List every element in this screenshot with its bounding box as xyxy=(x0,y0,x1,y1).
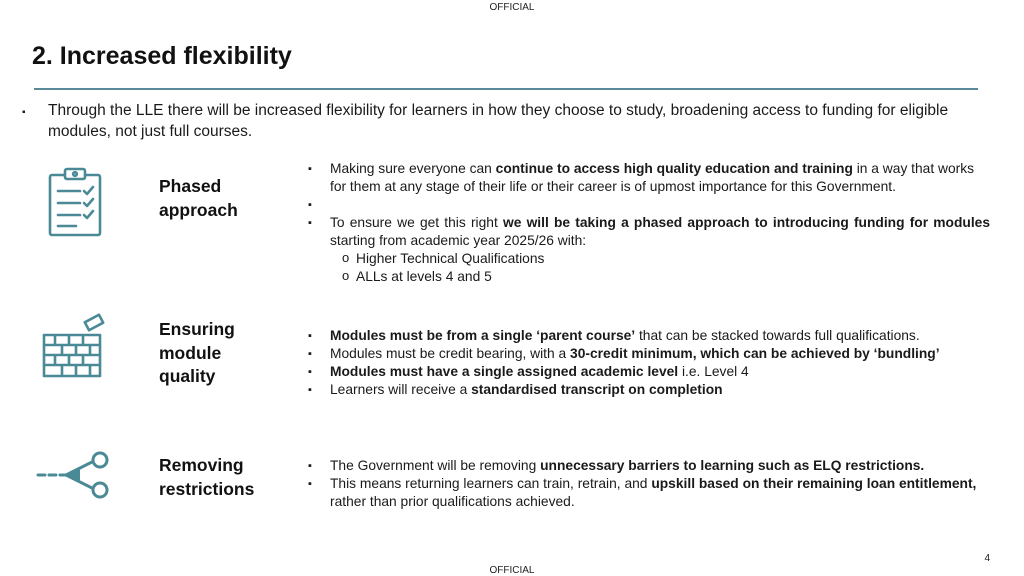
intro-bullet xyxy=(22,100,982,140)
section-heading-ensuring-module-quality: Ensuring module quality xyxy=(159,319,235,386)
section-heading-phased-approach: Phased approach xyxy=(159,176,238,220)
spacer xyxy=(306,196,990,214)
phased-approach-bullets xyxy=(306,160,990,286)
removing-restrictions-bullets xyxy=(306,457,986,511)
list-item: ▪ This means returning learners can train, retrain, and upskill based on their remaining loan entitlement, rather than prior qualifications achieved. xyxy=(306,475,986,511)
official-marking-top: OFFICIAL xyxy=(489,2,535,13)
list-item: ▪ Modules must be credit bearing, with a 30-credit minimum, which can be achieved by ‘bundling’ xyxy=(306,345,1006,363)
list-item: ▪ Modules must have a single assigned academic level i.e. Level 4 xyxy=(306,363,1006,381)
official-marking-bottom: OFFICIAL xyxy=(489,565,535,576)
section-heading-removing-restrictions: Removing restrictions xyxy=(159,455,255,499)
list-item: ▪ The Government will be removing unnecessary barriers to learning such as ELQ restrictions. xyxy=(306,457,986,475)
list-item: ▪ Modules must be from a single ‘parent course’ that can be stacked towards full qualifications. xyxy=(306,327,1006,345)
title-divider xyxy=(34,88,978,90)
sub-list xyxy=(330,250,990,286)
module-quality-bullets xyxy=(306,327,1006,399)
brick-wall-icon xyxy=(36,313,116,393)
clipboard-checklist-icon xyxy=(36,163,116,243)
page-title: 2. Increased flexibility xyxy=(32,42,292,70)
sub-list-item: o Higher Technical Qualifications xyxy=(330,250,990,268)
list-item: ▪ To ensure we get this right we will be taking a phased approach to introducing funding for modules starting from academic year 2025/26 with: o Higher Technical Qualifications o ALLs at levels 4 and 5 xyxy=(306,214,990,286)
bullet-marker: ▪ xyxy=(22,107,26,118)
sub-list-item: o ALLs at levels 4 and 5 xyxy=(330,268,990,286)
scissors-icon xyxy=(36,436,116,516)
intro-text: Through the LLE there will be increased flexibility for learners in how they choose to study, broadening access to funding for eligible modules, not just full courses. xyxy=(48,102,949,140)
list-item: ▪ Making sure everyone can continue to access high quality education and training in a way that works for them at any stage of their life or their career is of upmost importance for this Government. xyxy=(306,160,990,196)
page-number: 4 xyxy=(984,553,990,564)
list-item: ▪ Learners will receive a standardised transcript on completion xyxy=(306,381,1006,399)
